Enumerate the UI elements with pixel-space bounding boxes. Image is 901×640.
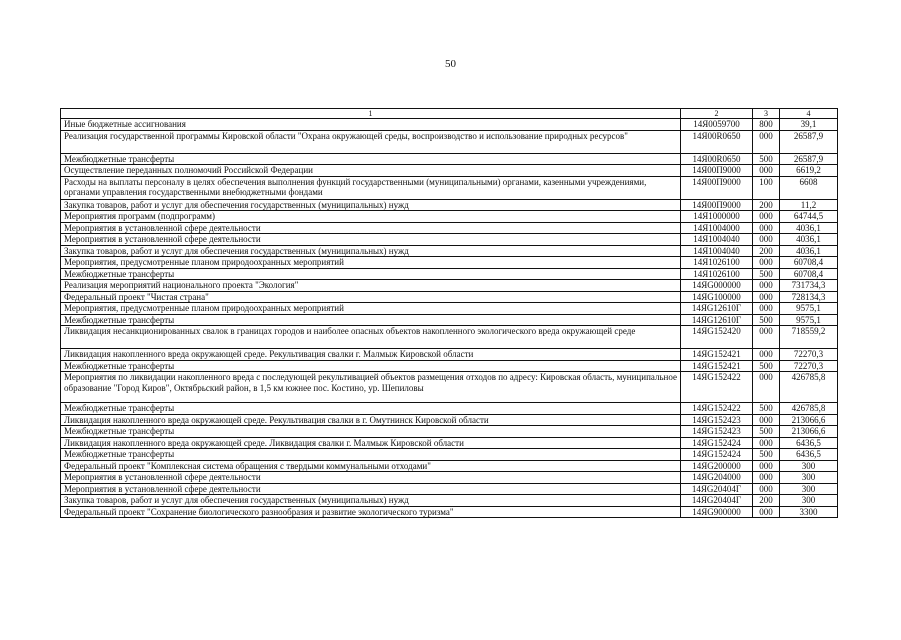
page-number: 50 [445, 58, 456, 70]
row-sum-cell: 4036,1 [780, 245, 838, 257]
row-code-cell: 14ЯG152423 [681, 414, 753, 426]
row-code-cell: 14ЯG100000 [681, 291, 753, 303]
table-row [61, 280, 838, 292]
row-type-cell: 000 [753, 130, 780, 153]
budget-table [60, 108, 838, 518]
table-row [61, 372, 838, 403]
row-name-cell: Ликвидация несанкционированных свалок в границах городов и наиболее опасных объектов накопленного экологического вреда окружающей среде [61, 326, 681, 349]
row-type-cell: 000 [753, 414, 780, 426]
header-cell-name: 1 [61, 109, 681, 119]
row-name-cell: Мероприятия в установленной сфере деятельности [61, 472, 681, 484]
row-code-cell: 14ЯG152422 [681, 372, 753, 403]
row-name-cell: Федеральный проект "Сохранение биологического разнообразия и развитие экологического туризма" [61, 506, 681, 518]
row-name-cell: Ликвидация накопленного вреда окружающей среде. Рекультивация свалки в г. Омутнинск Кировской области [61, 414, 681, 426]
row-type-cell: 000 [753, 280, 780, 292]
row-code-cell: 14ЯG152421 [681, 360, 753, 372]
row-sum-cell: 300 [780, 495, 838, 507]
row-sum-cell: 72270,3 [780, 360, 838, 372]
table-row [61, 426, 838, 438]
table-row [61, 234, 838, 246]
row-type-cell: 500 [753, 314, 780, 326]
row-type-cell: 200 [753, 199, 780, 211]
row-code-cell: 14Я1000000 [681, 211, 753, 223]
table-row [61, 449, 838, 461]
row-sum-cell: 72270,3 [780, 349, 838, 361]
row-name-cell: Мероприятия, предусмотренные планом природоохранных мероприятий [61, 303, 681, 315]
row-sum-cell: 60708,4 [780, 257, 838, 269]
row-sum-cell: 213066,6 [780, 414, 838, 426]
row-name-cell: Федеральный проект "Чистая страна" [61, 291, 681, 303]
row-code-cell: 14Я00R0650 [681, 130, 753, 153]
row-name-cell: Осуществление переданных полномочий Российской Федерации [61, 165, 681, 177]
row-name-cell: Ликвидация накопленного вреда окружающей среде. Рекультивация свалки г. Малмыж Кировской области [61, 349, 681, 361]
row-type-cell: 000 [753, 460, 780, 472]
row-code-cell: 14ЯG152424 [681, 437, 753, 449]
row-sum-cell: 213066,6 [780, 426, 838, 438]
row-type-cell: 000 [753, 257, 780, 269]
row-sum-cell: 731734,3 [780, 280, 838, 292]
row-sum-cell: 4036,1 [780, 234, 838, 246]
row-name-cell: Мероприятия в установленной сфере деятельности [61, 483, 681, 495]
row-name-cell: Реализация мероприятий национального проекта "Экология" [61, 280, 681, 292]
row-code-cell: 14Я0059700 [681, 119, 753, 131]
row-code-cell: 14ЯG152423 [681, 426, 753, 438]
row-type-cell: 000 [753, 506, 780, 518]
row-type-cell: 000 [753, 372, 780, 403]
row-code-cell: 14Я1026100 [681, 268, 753, 280]
row-name-cell: Мероприятия в установленной сфере деятельности [61, 234, 681, 246]
row-type-cell: 000 [753, 472, 780, 484]
table-row [61, 437, 838, 449]
row-sum-cell: 426785,8 [780, 372, 838, 403]
row-code-cell: 14ЯG200000 [681, 460, 753, 472]
table-row [61, 245, 838, 257]
row-name-cell: Межбюджетные трансферты [61, 268, 681, 280]
row-type-cell: 500 [753, 449, 780, 461]
row-name-cell: Мероприятия программ (подпрограмм) [61, 211, 681, 223]
row-code-cell: 14ЯG20404Г [681, 495, 753, 507]
row-code-cell: 14ЯG20404Г [681, 483, 753, 495]
table-row [61, 483, 838, 495]
row-name-cell: Мероприятия, предусмотренные планом природоохранных мероприятий [61, 257, 681, 269]
table-row [61, 222, 838, 234]
row-type-cell: 500 [753, 426, 780, 438]
row-type-cell: 000 [753, 165, 780, 177]
row-name-cell: Межбюджетные трансферты [61, 314, 681, 326]
row-sum-cell: 6436,5 [780, 437, 838, 449]
row-sum-cell: 6619,2 [780, 165, 838, 177]
table-row [61, 130, 838, 153]
row-code-cell: 14Я00R0650 [681, 153, 753, 165]
row-sum-cell: 9575,1 [780, 303, 838, 315]
row-name-cell: Межбюджетные трансферты [61, 449, 681, 461]
table-row [61, 303, 838, 315]
row-type-cell: 500 [753, 403, 780, 415]
row-name-cell: Реализация государственной программы Кировской области "Охрана окружающей среды, воспроизводство и использование природных ресурсов" [61, 130, 681, 153]
row-code-cell: 14ЯG152420 [681, 326, 753, 349]
row-code-cell: 14Я1004000 [681, 222, 753, 234]
header-cell-sum: 4 [780, 109, 838, 119]
table-row [61, 176, 838, 199]
row-sum-cell: 426785,8 [780, 403, 838, 415]
row-name-cell: Закупка товаров, работ и услуг для обеспечения государственных (муниципальных) нужд [61, 245, 681, 257]
row-sum-cell: 6436,5 [780, 449, 838, 461]
row-sum-cell: 64744,5 [780, 211, 838, 223]
row-type-cell: 000 [753, 303, 780, 315]
row-code-cell: 14ЯG900000 [681, 506, 753, 518]
table-row [61, 211, 838, 223]
row-code-cell: 14ЯG152422 [681, 403, 753, 415]
table-row [61, 506, 838, 518]
row-sum-cell: 26587,9 [780, 130, 838, 153]
row-type-cell: 000 [753, 437, 780, 449]
table-row [61, 119, 838, 131]
row-type-cell: 500 [753, 360, 780, 372]
row-code-cell: 14Я1026100 [681, 257, 753, 269]
row-type-cell: 800 [753, 119, 780, 131]
row-sum-cell: 718559,2 [780, 326, 838, 349]
row-name-cell: Межбюджетные трансферты [61, 153, 681, 165]
row-code-cell: 14Я00П9000 [681, 165, 753, 177]
row-sum-cell: 9575,1 [780, 314, 838, 326]
table-row [61, 314, 838, 326]
row-name-cell: Мероприятия в установленной сфере деятельности [61, 222, 681, 234]
row-sum-cell: 39,1 [780, 119, 838, 131]
row-code-cell: 14Я00П9000 [681, 199, 753, 211]
row-name-cell: Межбюджетные трансферты [61, 426, 681, 438]
row-code-cell: 14Я00П9000 [681, 176, 753, 199]
row-sum-cell: 300 [780, 472, 838, 484]
table-row [61, 153, 838, 165]
table-row [61, 460, 838, 472]
table-row [61, 257, 838, 269]
table-row [61, 199, 838, 211]
row-type-cell: 000 [753, 483, 780, 495]
row-sum-cell: 4036,1 [780, 222, 838, 234]
row-type-cell: 200 [753, 495, 780, 507]
row-name-cell: Федеральный проект "Комплексная система обращения с твердыми коммунальными отходами" [61, 460, 681, 472]
row-sum-cell: 60708,4 [780, 268, 838, 280]
table-header-row [61, 109, 838, 119]
row-name-cell: Мероприятия по ликвидации накопленного вреда с последующей рекультивацией объектов размещения отходов по адресу: Кировская область, муниципальное образование "Город Киров", Октябрьский район, в 1,5 км южнее пос. Костино, ур. Шепиловы [61, 372, 681, 403]
row-type-cell: 000 [753, 349, 780, 361]
row-name-cell: Закупка товаров, работ и услуг для обеспечения государственных (муниципальных) нужд [61, 199, 681, 211]
row-sum-cell: 3300 [780, 506, 838, 518]
header-cell-type: 3 [753, 109, 780, 119]
row-name-cell: Межбюджетные трансферты [61, 360, 681, 372]
table-row [61, 495, 838, 507]
table-row [61, 414, 838, 426]
row-code-cell: 14ЯG000000 [681, 280, 753, 292]
row-code-cell: 14ЯG152424 [681, 449, 753, 461]
row-type-cell: 000 [753, 291, 780, 303]
table-row [61, 349, 838, 361]
row-name-cell: Межбюджетные трансферты [61, 403, 681, 415]
row-code-cell: 14Я1004040 [681, 234, 753, 246]
row-type-cell: 000 [753, 326, 780, 349]
row-sum-cell: 11,2 [780, 199, 838, 211]
row-type-cell: 000 [753, 211, 780, 223]
row-type-cell: 200 [753, 245, 780, 257]
row-sum-cell: 6608 [780, 176, 838, 199]
row-code-cell: 14ЯG12610Г [681, 303, 753, 315]
table-row [61, 291, 838, 303]
row-code-cell: 14ЯG152421 [681, 349, 753, 361]
row-type-cell: 100 [753, 176, 780, 199]
row-code-cell: 14ЯG12610Г [681, 314, 753, 326]
row-code-cell: 14ЯG204000 [681, 472, 753, 484]
row-type-cell: 500 [753, 153, 780, 165]
table-row [61, 165, 838, 177]
row-code-cell: 14Я1004040 [681, 245, 753, 257]
row-name-cell: Расходы на выплаты персоналу в целях обеспечения выполнения функций государственными (муниципальными) органами, казенными учреждениями, органами управления государственными внебюджетными фондами [61, 176, 681, 199]
row-type-cell: 500 [753, 268, 780, 280]
row-name-cell: Иные бюджетные ассигнования [61, 119, 681, 131]
table-row [61, 326, 838, 349]
row-sum-cell: 300 [780, 460, 838, 472]
row-type-cell: 000 [753, 234, 780, 246]
table-row [61, 403, 838, 415]
row-sum-cell: 26587,9 [780, 153, 838, 165]
header-cell-code: 2 [681, 109, 753, 119]
row-sum-cell: 300 [780, 483, 838, 495]
table-row [61, 268, 838, 280]
table-row [61, 472, 838, 484]
row-name-cell: Ликвидация накопленного вреда окружающей среде. Ликвидация свалки г. Малмыж Кировской области [61, 437, 681, 449]
row-type-cell: 000 [753, 222, 780, 234]
table-row [61, 360, 838, 372]
row-name-cell: Закупка товаров, работ и услуг для обеспечения государственных (муниципальных) нужд [61, 495, 681, 507]
row-sum-cell: 728134,3 [780, 291, 838, 303]
